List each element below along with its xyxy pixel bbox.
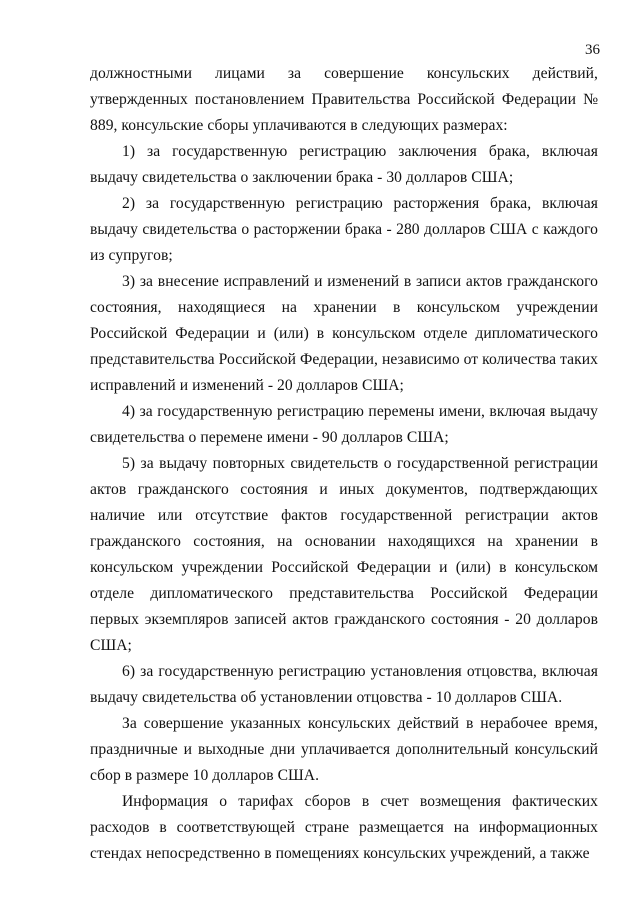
- paragraph-continuation: должностными лицами за совершение консульских действий, утвержденных постановлением Правительства Российской Федерации № 889, консульские сборы уплачиваются в следующих размерах:: [90, 65, 598, 134]
- page-number: 36: [585, 42, 600, 58]
- paragraph-item-3: 3) за внесение исправлений и изменений в записи актов гражданского состояния, находящиеся на хранении в консульском учреждении Российской Федерации и (или) в консульском отделе дипломатического представительства Российской Федерации, независимо от количества таких исправлений и изменений - 20 долларов США;: [90, 273, 598, 394]
- paragraph-item-6: 6) за государственную регистрацию установления отцовства, включая выдачу свидетельства об установлении отцовства - 10 долларов США.: [90, 663, 598, 706]
- paragraph-additional-fee: За совершение указанных консульских действий в нерабочее время, праздничные и выходные дни уплачивается дополнительный консульский сбор в размере 10 долларов США.: [90, 715, 598, 784]
- document-body: [90, 61, 598, 867]
- paragraph-item-1: 1) за государственную регистрацию заключения брака, включая выдачу свидетельства о заключении брака - 30 долларов США;: [90, 143, 598, 186]
- paragraph-item-5: 5) за выдачу повторных свидетельств о государственной регистрации актов гражданского состояния и иных документов, подтверждающих наличие или отсутствие фактов государственной регистрации актов гражданского состояния, на основании находящихся на хранении в консульском учреждении Российской Федерации и (или) в консульском отделе дипломатического представительства Российской Федерации первых экземпляров записей актов гражданского состояния - 20 долларов США;: [90, 455, 598, 654]
- paragraph-item-4: 4) за государственную регистрацию перемены имени, включая выдачу свидетельства о перемене имени - 90 долларов США;: [90, 403, 598, 446]
- paragraph-tariff-info: Информация о тарифах сборов в счет возмещения фактических расходов в соответствующей стране размещается на информационных стендах непосредственно в помещениях консульских учреждений, а также: [90, 793, 598, 862]
- paragraph-item-2: 2) за государственную регистрацию расторжения брака, включая выдачу свидетельства о расторжении брака - 280 долларов США с каждого из супругов;: [90, 195, 598, 264]
